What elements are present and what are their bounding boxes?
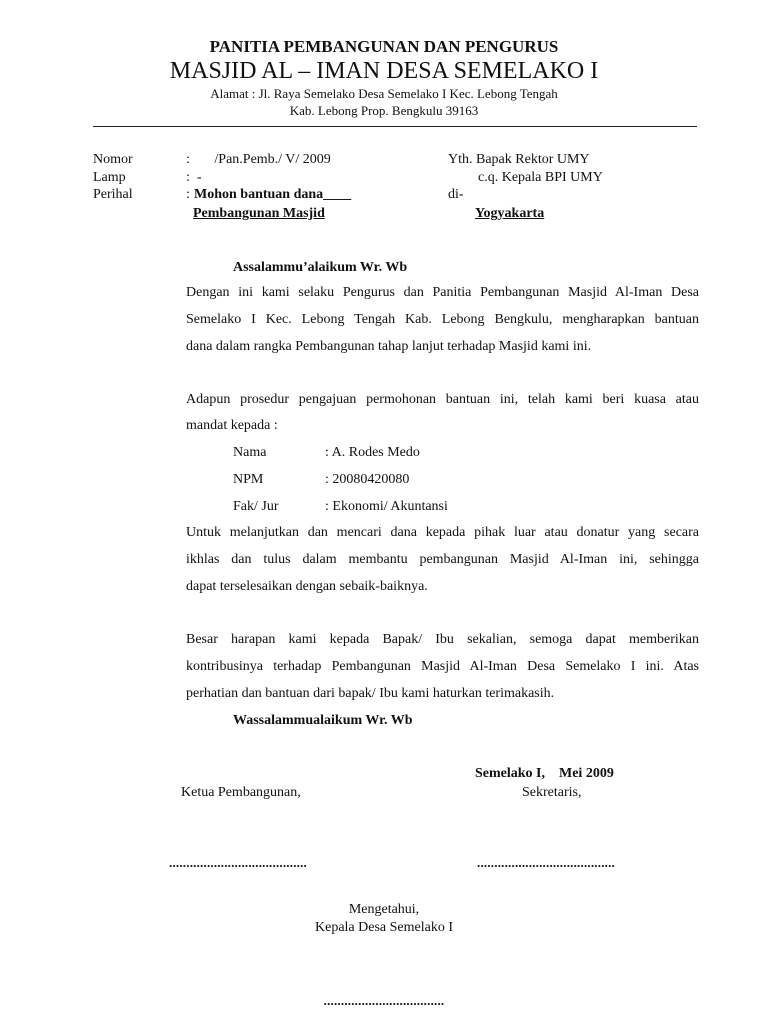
paragraph-2-line: Adapun prosedur pengajuan permohonan bantuan ini, telah kami beri kuasa atau xyxy=(186,392,699,407)
right-signatory-title: Sekretaris, xyxy=(522,785,582,800)
paragraph-3-line: Untuk melanjutkan dan mencari dana kepada pihak luar atau donatur yang secara xyxy=(186,525,699,540)
paragraph-4-line: perhatian dan bantuan dari bapak/ Ibu kami haturkan terimakasih. xyxy=(186,686,555,701)
delegate-fak-value: : Ekonomi/ Akuntansi xyxy=(325,499,448,514)
perihal-line-1: Mohon bantuan dana____ xyxy=(194,187,352,202)
address-line-2: Kab. Lebong Prop. Bengkulu 39163 xyxy=(289,103,479,118)
header-divider xyxy=(93,126,697,127)
perihal-line-2: Pembangunan Masjid xyxy=(193,206,325,221)
masjid-name: MASJID AL – IMAN DESA SEMELAKO I xyxy=(169,58,599,84)
lamp-value: : - xyxy=(186,170,202,185)
delegate-nama-value: : A. Rodes Medo xyxy=(325,445,420,460)
nomor-value: : /Pan.Pemb./ V/ 2009 xyxy=(186,152,331,167)
recipient-line-4: Yogyakarta xyxy=(475,206,545,221)
left-signature-line: ........................................ xyxy=(169,855,307,870)
org-line: PANITIA PEMBANGUNAN DAN PENGURUS xyxy=(209,37,559,56)
paragraph-4-line: kontribusinya terhadap Pembangunan Masjid Al-Iman Desa Semelako I ini. Atas xyxy=(186,659,699,674)
bottom-signature-line: ................................... xyxy=(323,993,445,1008)
paragraph-2-line: mandat kepada : xyxy=(186,418,278,433)
address-line-1: Alamat : Jl. Raya Semelako Desa Semelako I Kec. Lebong Tengah xyxy=(210,86,558,101)
paragraph-1-line: dana dalam rangka Pembangunan tahap lanjut terhadap Masjid kami ini. xyxy=(186,339,592,354)
perihal-colon: : xyxy=(186,187,190,202)
delegate-npm-value: : 20080420080 xyxy=(325,472,410,487)
greeting: Assalammu’alaikum Wr. Wb xyxy=(233,260,408,275)
nomor-label: Nomor xyxy=(93,152,133,167)
recipient-line-3: di- xyxy=(448,187,464,202)
delegate-nama-label: Nama xyxy=(233,445,267,460)
acknowledge-title: Kepala Desa Semelako I xyxy=(315,920,453,935)
paragraph-4-line: Besar harapan kami kepada Bapak/ Ibu sekalian, semoga dapat memberikan xyxy=(186,632,699,647)
paragraph-3-line: dapat terselesaikan dengan sebaik-baiknya. xyxy=(186,579,428,594)
paragraph-3-line: ikhlas dan tulus dalam membantu pembangunan Masjid Al-Iman ini, sehingga xyxy=(186,552,699,567)
recipient-line-2: c.q. Kepala BPI UMY xyxy=(478,170,603,185)
delegate-fak-label: Fak/ Jur xyxy=(233,499,279,514)
left-signatory-title: Ketua Pembangunan, xyxy=(181,785,301,800)
paragraph-1-line: Semelako I Kec. Lebong Tengah Kab. Lebong Bengkulu, mengharapkan bantuan xyxy=(186,312,699,327)
lamp-label: Lamp xyxy=(93,170,126,185)
acknowledge-label: Mengetahui, xyxy=(348,902,420,917)
recipient-line-1: Yth. Bapak Rektor UMY xyxy=(448,152,590,167)
closing: Wassalammualaikum Wr. Wb xyxy=(233,713,413,728)
right-signature-line: ........................................ xyxy=(477,855,615,870)
paragraph-1-line: Dengan ini kami selaku Pengurus dan Panitia Pembangunan Masjid Al-Iman Desa xyxy=(186,285,699,300)
delegate-npm-label: NPM xyxy=(233,472,264,487)
place-date: Semelako I, Mei 2009 xyxy=(475,766,614,781)
perihal-label: Perihal xyxy=(93,187,133,202)
